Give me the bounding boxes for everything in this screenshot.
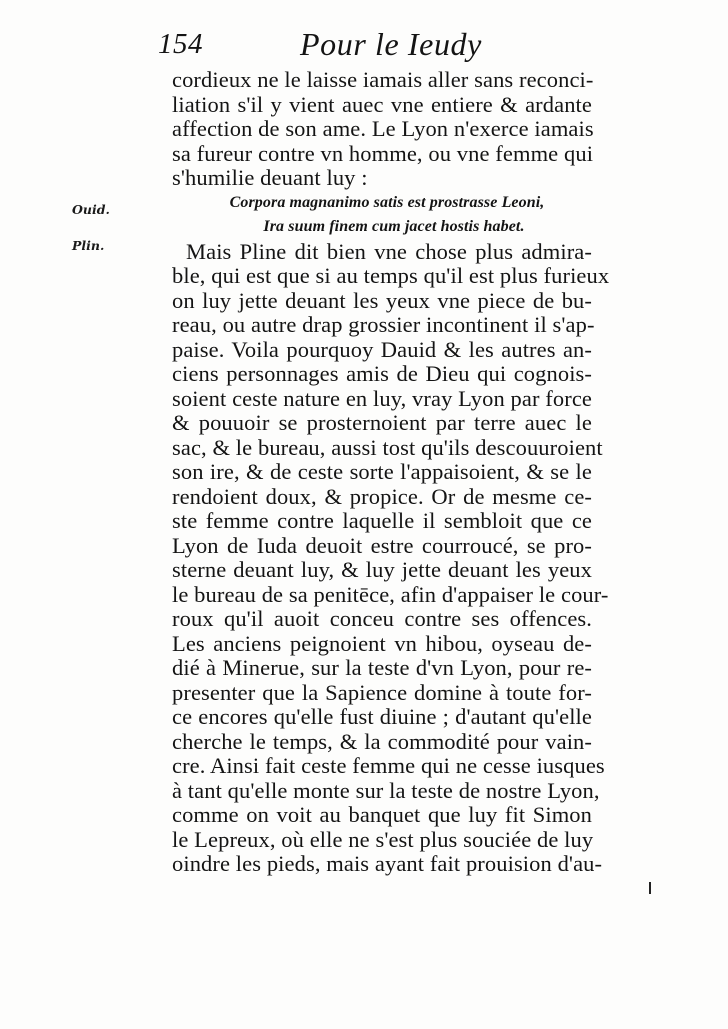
page-number: 154 [158, 28, 203, 60]
text-line: cre. Ainsi fait ceste femme qui ne cesse iusques [172, 753, 605, 778]
text-line: sac, & le bureau, aussi tost qu'ils descouuroient [172, 434, 603, 460]
text-line: roux qu'il auoit conceu contre ses offences. [172, 606, 592, 631]
text-line: s'humilie deuant luy : [172, 165, 368, 190]
text-line: ble, qui est que si au temps qu'il est plus furieux [172, 263, 610, 288]
running-head: Pour le Ieudy [300, 26, 482, 62]
page-edge-mark [649, 882, 651, 894]
text-line: Les anciens peignoient vn hibou, oyseau de- [172, 630, 592, 656]
text-line: cordieux ne le laisse iamais aller sans reconci- [172, 67, 594, 92]
text-line: soient ceste nature en luy, vray Lyon par force [172, 385, 592, 411]
margin-note-pliny: Plin. [72, 238, 105, 253]
text-line: ciens personnages amis de Dieu qui cognois- [172, 361, 592, 386]
text-line: le Lepreux, où elle ne s'est plus souciée de luy [172, 826, 594, 852]
text-line: presenter que la Sapience domine à toute for- [172, 679, 592, 705]
text-line: Lyon de Iuda deuoit estre courroucé, se pro- [172, 532, 592, 558]
text-line: ste femme contre laquelle il sembloit que ce [172, 508, 592, 533]
text-line: son ire, & de ceste sorte l'appaisoient, & se le [172, 459, 592, 484]
text-line: paise. Voila pourquoy Dauid & les autres an- [172, 336, 592, 362]
text-line: à tant qu'elle monte sur la teste de nostre Lyon, [172, 777, 600, 803]
text-line: Mais Pline dit bien vne chose plus admira- [186, 238, 592, 264]
page-header [158, 22, 598, 70]
verse-line: Corpora magnanimo satis est prostrasse Leoni, [229, 193, 545, 211]
text-line: le bureau de sa penitēce, afin d'appaiser le cour- [172, 581, 609, 607]
text-line: cherche le temps, & la commodité pour vain- [172, 728, 592, 754]
text-line: reau, ou autre drap grossier incontinent il s'ap- [172, 312, 595, 337]
text-line: affection de son ame. Le Lyon n'exerce iamais [172, 116, 594, 141]
margin-note-ovid: Ouid. [72, 202, 110, 217]
text-line: on luy jette deuant les yeux vne piece de bu- [172, 287, 592, 313]
text-line: rendoient doux, & propice. Or de mesme ce- [172, 483, 592, 509]
verse-line: Ira suum finem cum jacet hostis habet. [263, 218, 525, 235]
text-line: & pouuoir se prosternoient par terre auec le [172, 410, 592, 435]
text-line: sterne deuant luy, & luy jette deuant les yeux [172, 557, 592, 582]
text-line: oindre les pieds, mais ayant fait prouision d'au- [172, 851, 603, 876]
text-line: ce encores qu'elle fust diuine ; d'autant qu'elle [172, 704, 592, 729]
text-line: dié à Minerue, sur la teste d'vn Lyon, pour re- [172, 655, 592, 680]
text-line: comme on voit au banquet que luy fit Simon [172, 802, 592, 827]
text-line: liation s'il y vient auec vne entiere & ardante [172, 91, 592, 117]
body-text [172, 67, 610, 877]
text-line: sa fureur contre vn homme, ou vne femme qui [172, 140, 594, 166]
